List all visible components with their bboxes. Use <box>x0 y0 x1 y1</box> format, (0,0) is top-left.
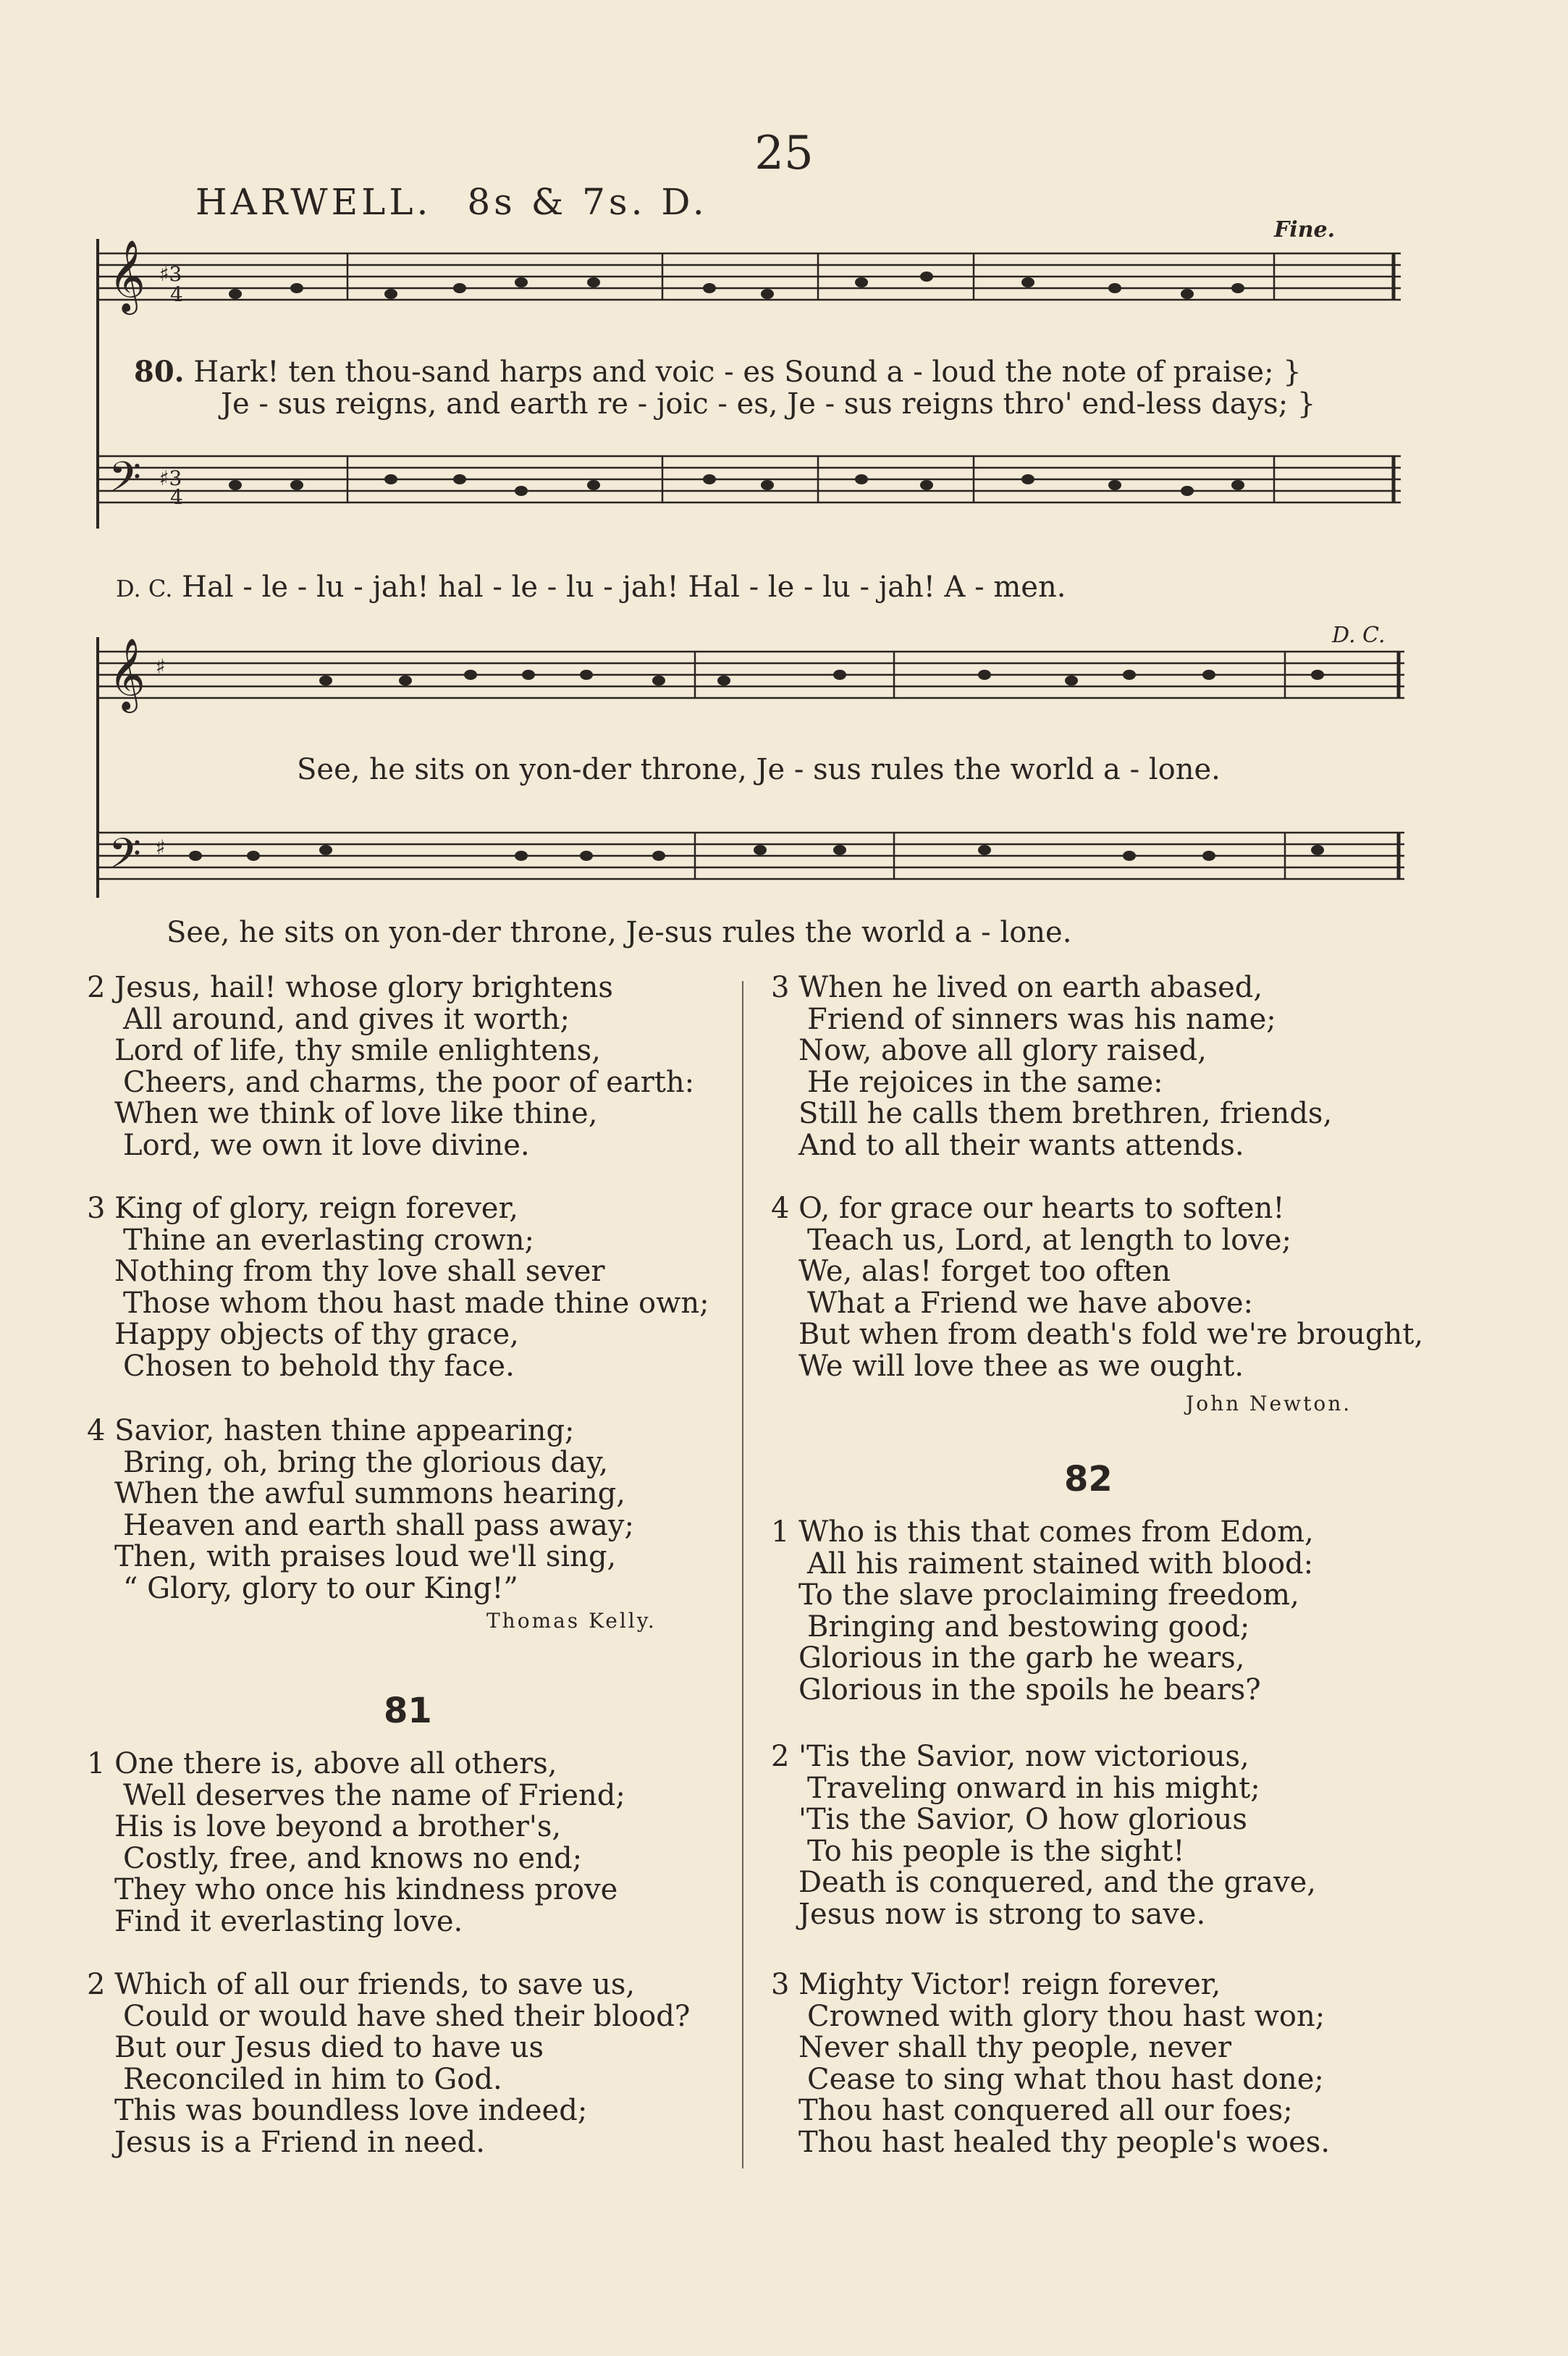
hymn80-verse-3 <box>87 1193 709 1382</box>
verse-line: Cheers, and charms, the poor of earth: <box>123 1065 695 1099</box>
verse-line: We, alas! forget too often <box>798 1255 1171 1288</box>
verse-line: He rejoices in the same: <box>807 1065 1163 1099</box>
page-number: 25 <box>754 127 814 180</box>
verse-line: His is love beyond a brother's, <box>114 1810 562 1843</box>
lyric-line-1-text: Hark! ten thou-sand harps and voic - es Sound a - loud the note of praise; } <box>193 355 1302 389</box>
svg-text:𝄢: 𝄢 <box>109 829 142 888</box>
svg-text:4: 4 <box>170 485 183 509</box>
hymn-number-82: 82 <box>1064 1459 1113 1499</box>
verse-line: All around, and gives it worth; <box>123 1002 570 1036</box>
svg-text:𝄢: 𝄢 <box>109 453 142 512</box>
verse-line: Lord, we own it love divine. <box>123 1128 530 1162</box>
verse-line: Death is conquered, and the grave, <box>798 1866 1316 1899</box>
verse-line: Costly, free, and knows no end; <box>123 1841 583 1875</box>
verse-line: When he lived on earth abased, <box>798 971 1263 1004</box>
tune-name: HARWELL. <box>195 181 432 223</box>
verse-line: Those whom thou hast made thine own; <box>123 1286 709 1320</box>
verse-number: 1 <box>771 1515 790 1549</box>
verse-number: 2 <box>771 1740 790 1773</box>
svg-text:♯3: ♯3 <box>159 466 182 490</box>
svg-text:♯: ♯ <box>156 836 166 859</box>
verse-line: Teach us, Lord, at length to love; <box>807 1223 1292 1257</box>
verse-line: Glorious in the spoils he bears? <box>798 1673 1261 1707</box>
svg-text:4: 4 <box>170 282 183 306</box>
treble-lyric-line: See, he sits on yon-der throne, Je - sus rules the world a - lone. <box>297 753 1221 786</box>
verse-line: Jesus now is strong to save. <box>798 1897 1206 1931</box>
verse-line: Thine an everlasting crown; <box>123 1223 534 1257</box>
hymn80-verse-2 <box>87 972 694 1161</box>
verse-line: Who is this that comes from Edom, <box>798 1515 1314 1549</box>
verse-line: We will love thee as we ought. <box>798 1349 1244 1383</box>
verse-line: When we think of love like thine, <box>114 1097 598 1130</box>
column-divider <box>742 981 743 2168</box>
verse-line: Never shall thy people, never <box>798 2031 1232 2064</box>
verse-line: Well deserves the name of Friend; <box>123 1778 625 1812</box>
hymn81-verse-2 <box>87 1969 690 2158</box>
verse-line: Bringing and bestowing good; <box>807 1610 1250 1644</box>
dc-mark: D. C. <box>1332 623 1386 648</box>
dc-label: D. C. <box>116 575 173 602</box>
verse-line: Heaven and earth shall pass away; <box>123 1508 634 1542</box>
verse-line: King of glory, reign forever, <box>114 1192 518 1225</box>
verse-number: 2 <box>87 971 106 1004</box>
verse-line: Then, with praises loud we'll sing, <box>114 1540 617 1573</box>
hymn-number-80: 80. <box>134 355 185 389</box>
verse-line: Mighty Victor! reign forever, <box>798 1968 1221 2001</box>
verse-line: Chosen to behold thy face. <box>123 1349 515 1383</box>
hymn-number-81: 81 <box>384 1691 432 1731</box>
verse-line: But when from death's fold we're brought, <box>798 1318 1424 1351</box>
verse-line: When the awful summons hearing, <box>114 1477 625 1510</box>
verse-line: They who once his kindness prove <box>114 1873 618 1906</box>
hymn82-verse-1 <box>771 1517 1314 1706</box>
dc-lyric-text: Hal - le - lu - jah! hal - le - lu - jah! Hal - le - lu - jah! A - men. <box>182 571 1066 604</box>
verse-number: 2 <box>87 1968 106 2001</box>
verse-line: Friend of sinners was his name; <box>807 1002 1276 1036</box>
verse-line: Bring, oh, bring the glorious day, <box>123 1445 609 1479</box>
verse-line: To his people is the sight! <box>807 1834 1185 1868</box>
hymn80-author: Thomas Kelly. <box>486 1609 657 1633</box>
tune-meter: 8s & 7s. D. <box>467 181 708 223</box>
lyric-line-2: Je - sus reigns, and earth re - joic - es, Je - sus reigns thro' end-less days; } <box>221 387 1316 421</box>
verse-number: 4 <box>87 1414 106 1447</box>
hymn81-verse-1 <box>87 1749 625 1938</box>
fine-mark: Fine. <box>1274 217 1336 243</box>
verse-line: O, for grace our hearts to soften! <box>798 1192 1285 1225</box>
verse-line: One there is, above all others, <box>114 1747 557 1780</box>
hymn80-verse-4 <box>87 1415 634 1604</box>
tune-title <box>195 181 708 223</box>
verse-line: Jesus, hail! whose glory brightens <box>114 971 613 1004</box>
verse-number: 4 <box>771 1192 790 1225</box>
dc-lyric-line <box>116 571 1066 604</box>
verse-line: But our Jesus died to have us <box>114 2031 544 2064</box>
hymn82-verse-2 <box>771 1741 1316 1930</box>
verse-line: To the slave proclaiming freedom, <box>798 1578 1299 1612</box>
verse-line: Glorious in the garb he wears, <box>798 1641 1245 1675</box>
verse-line: Crowned with glory thou hast won; <box>807 1999 1325 2033</box>
verse-line: Find it everlasting love. <box>114 1904 463 1938</box>
verse-line: Could or would have shed their blood? <box>123 1999 691 2033</box>
svg-text:♯3: ♯3 <box>159 262 182 286</box>
verse-line: Nothing from thy love shall sever <box>114 1255 605 1288</box>
verse-line: Traveling onward in his might; <box>807 1771 1260 1805</box>
verse-line: Now, above all glory raised, <box>798 1034 1207 1067</box>
hymn82-verse-3 <box>771 1969 1330 2158</box>
verse-line: And to all their wants attends. <box>798 1128 1244 1162</box>
verse-number: 3 <box>771 971 790 1004</box>
verse-line: Lord of life, thy smile enlightens, <box>114 1034 601 1067</box>
verse-line: Still he calls them brethren, friends, <box>798 1097 1333 1130</box>
verse-line: Jesus is a Friend in need. <box>114 2125 485 2159</box>
verse-line: 'Tis the Savior, O how glorious <box>798 1803 1247 1836</box>
svg-text:♯: ♯ <box>156 655 166 678</box>
verse-line: Which of all our friends, to save us, <box>114 1968 636 2001</box>
verse-line: Happy objects of thy grace, <box>114 1318 519 1351</box>
verse-line: Thou hast conquered all our foes; <box>798 2094 1293 2127</box>
bass-lyric-line: See, he sits on yon-der throne, Je-sus rules the world a - lone. <box>167 916 1072 949</box>
verse-line: Cease to sing what thou hast done; <box>807 2062 1324 2096</box>
verse-number: 1 <box>87 1747 106 1780</box>
svg-text:𝄞: 𝄞 <box>109 240 146 312</box>
hymn81-verse-4 <box>771 1193 1423 1382</box>
verse-line: All his raiment stained with blood: <box>807 1547 1314 1581</box>
verse-line: Savior, hasten thine appearing; <box>114 1414 575 1447</box>
svg-text:𝄞: 𝄞 <box>109 638 146 710</box>
verse-line: This was boundless love indeed; <box>114 2094 588 2127</box>
verse-line: Thou hast healed thy people's woes. <box>798 2125 1331 2159</box>
hymn81-author: John Newton. <box>1186 1392 1352 1415</box>
lyric-line-1 <box>134 355 1302 389</box>
hymn81-verse-3 <box>771 972 1332 1161</box>
verse-number: 3 <box>771 1968 790 2001</box>
verse-number: 3 <box>87 1192 106 1225</box>
verse-line: Reconciled in him to God. <box>123 2062 502 2096</box>
verse-line: What a Friend we have above: <box>807 1286 1253 1320</box>
verse-line: 'Tis the Savior, now victorious, <box>798 1740 1249 1773</box>
verse-line: “ Glory, glory to our King!” <box>123 1571 518 1605</box>
